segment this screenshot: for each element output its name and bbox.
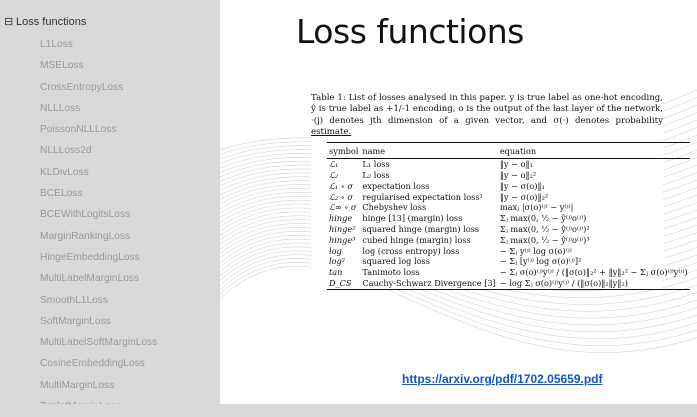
sidebar-item[interactable]: CrossEntropyLoss — [40, 81, 124, 93]
cell-equation: − Σⱼ σ(o)⁽ʲ⁾y⁽ʲ⁾ / (‖σ(o)‖₂² + ‖y‖₂² − Σⱼ σ(o)⁽ʲ⁾y⁽ʲ⁾) — [499, 267, 688, 278]
cell-symbol: ℒ₁ — [329, 159, 339, 170]
cell-name: Chebyshev loss — [362, 202, 427, 213]
cell-name: regularised expectation loss¹ — [362, 191, 483, 202]
cell-equation: ‖y − o‖₁ — [499, 159, 533, 170]
cell-name: log (cross entropy) loss — [362, 245, 460, 256]
cell-name: cubed hinge (margin) loss — [362, 234, 471, 245]
caption-tail: estimate. — [311, 126, 352, 137]
sidebar-item[interactable]: MSELoss — [40, 60, 84, 72]
cell-name: Tanimoto loss — [362, 267, 420, 278]
table-row — [327, 192, 690, 203]
sidebar-item[interactable]: HingeEmbeddingLoss — [40, 251, 140, 263]
sidebar-item[interactable]: NLLLoss2d — [40, 145, 92, 157]
col-header-symbol: symbol — [329, 146, 359, 157]
cell-symbol: tan — [329, 267, 343, 278]
sidebar-list — [40, 34, 157, 417]
cell-symbol: hinge — [329, 213, 353, 224]
slide-title: Loss functions — [296, 12, 524, 51]
cell-equation: Σⱼ max(0, ½ − ŷ⁽ʲ⁾o⁽ʲ⁾)² — [499, 223, 590, 234]
cell-symbol: log — [329, 245, 342, 256]
col-header-equation: equation — [499, 146, 537, 157]
cell-equation: maxⱼ |σ(o)⁽ʲ⁾ − y⁽ʲ⁾| — [499, 202, 574, 213]
cell-equation: ‖y − o‖₂² — [499, 169, 537, 180]
cell-symbol: ℒ₂ — [329, 169, 339, 180]
sidebar-item[interactable]: NLLLoss — [40, 102, 81, 114]
cell-symbol: D_CS — [329, 277, 352, 288]
sidebar-section-label: Loss functions — [16, 16, 87, 28]
table-row — [327, 278, 690, 289]
cell-name: squared log loss — [362, 256, 430, 267]
paper-excerpt — [311, 93, 688, 290]
sidebar-item[interactable]: L1Loss — [40, 39, 73, 50]
sidebar-section-header[interactable] — [4, 15, 86, 28]
cell-name: L₂ loss — [362, 169, 390, 180]
sidebar-item[interactable]: MultiLabelMarginLoss — [40, 273, 140, 285]
table-header-row — [327, 143, 690, 159]
sidebar-item[interactable]: MultiMarginLoss — [40, 379, 115, 391]
cell-symbol: hinge² — [329, 223, 356, 234]
table-row — [327, 235, 690, 246]
loss-table — [327, 142, 690, 290]
cell-equation: Σⱼ max(0, ½ − ŷ⁽ʲ⁾o⁽ʲ⁾)³ — [499, 234, 590, 245]
sidebar-item[interactable]: KLDivLoss — [40, 166, 89, 178]
table-row — [327, 213, 690, 224]
cell-name: Cauchy-Schwarz Divergence [3] — [362, 277, 496, 288]
table-caption — [311, 93, 663, 138]
collapse-toggle-icon[interactable]: ⊟ — [4, 16, 14, 28]
cell-equation: − log Σⱼ σ(o)⁽ʲ⁾y⁽ʲ⁾ / (‖σ(o)‖₂‖y‖₂) — [499, 277, 628, 288]
sidebar-item[interactable]: CosineEmbeddingLoss — [40, 358, 145, 370]
cell-symbol: ℒ∞ ∘ σ — [329, 202, 357, 213]
sidebar-item[interactable]: BCEWithLogitsLoss — [40, 209, 131, 221]
sidebar-item[interactable]: MarginRankingLoss — [40, 230, 131, 242]
paper-link[interactable]: https://arxiv.org/pdf/1702.05659.pdf — [402, 372, 603, 386]
cell-equation: ‖y − σ(o)‖₁ — [499, 180, 545, 191]
table-row — [327, 256, 690, 267]
col-header-name: name — [362, 146, 386, 157]
sidebar-item[interactable]: MultiLabelSoftMarginLoss — [40, 337, 158, 349]
cell-name: hinge [13] (margin) loss — [362, 213, 463, 224]
table-row — [327, 170, 690, 181]
cell-equation: − Σⱼ y⁽ʲ⁾ log σ(o)⁽ʲ⁾ — [499, 245, 572, 256]
cell-symbol: log² — [329, 256, 346, 267]
sidebar-item[interactable]: SoftMarginLoss — [40, 315, 111, 327]
cell-name: L₁ loss — [362, 159, 390, 170]
table-row — [327, 224, 690, 235]
sidebar — [0, 0, 220, 411]
cell-name: expectation loss — [362, 180, 430, 191]
cell-symbol: hinge³ — [329, 234, 356, 245]
table-row — [327, 159, 690, 170]
sidebar-item[interactable]: BCELoss — [40, 188, 83, 200]
table-row — [327, 267, 690, 278]
table-row — [327, 246, 690, 257]
cell-symbol: ℒ₁ ∘ σ — [329, 180, 353, 191]
cell-equation: Σⱼ max(0, ½ − ŷ⁽ʲ⁾o⁽ʲ⁾) — [499, 213, 587, 224]
caption-text: Table 1: List of losses analysed in this paper. y is true label as one-hot encoding, ŷ is true label as +1/-1 encoding, o is the output of the last layer of the network, ·(j) denotes jth dimension of a given vector, and σ(·) denotes probability — [311, 93, 663, 126]
table-row — [327, 202, 690, 213]
cell-symbol: ℒ₂ ∘ σ — [329, 191, 353, 202]
bottom-bar — [0, 404, 697, 417]
cell-name: squared hinge (margin) loss — [362, 223, 480, 234]
sidebar-item[interactable]: SmoothL1Loss — [40, 294, 108, 306]
table-row — [327, 181, 690, 192]
sidebar-item[interactable]: PoissonNLLLoss — [40, 124, 117, 136]
cell-equation: ‖y − σ(o)‖₂² — [499, 191, 549, 202]
cell-equation: − Σⱼ [y⁽ʲ⁾ log σ(o)⁽ʲ⁾]² — [499, 256, 582, 267]
